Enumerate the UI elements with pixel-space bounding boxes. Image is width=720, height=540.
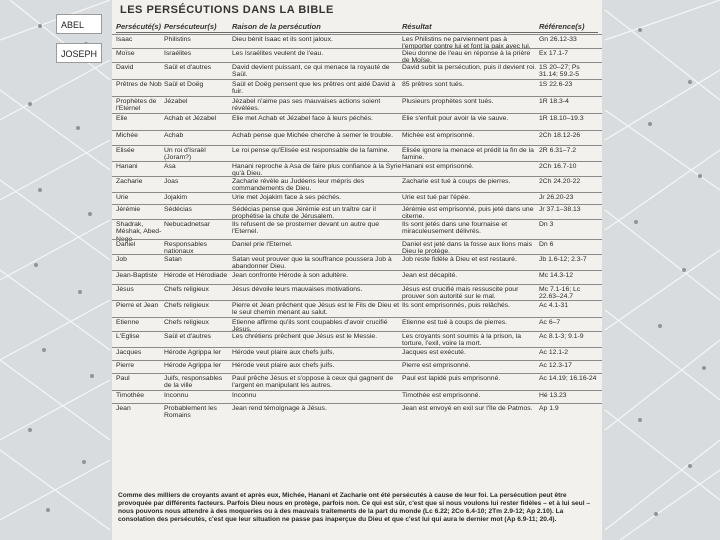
table-row — [112, 48, 602, 65]
cell-persecute: Jérémie — [116, 206, 141, 213]
cell-raison: Dieu bénit Isaac et ils sont jaloux. — [232, 36, 333, 43]
table-row — [112, 204, 602, 219]
table-row — [112, 347, 602, 360]
cell-reference: 1R 18.10–19.3 — [539, 115, 584, 122]
cell-persecuteur: Saül et d'autres — [164, 64, 212, 71]
cell-reference: Dn 3 — [539, 221, 554, 228]
cell-resultat: Elisée ignore la menace et prédit la fin de la famine. — [402, 147, 534, 162]
cell-resultat: 85 prêtres sont tués. — [402, 81, 464, 88]
cell-persecute: Jean — [116, 405, 131, 412]
cell-raison: Etienne affirme qu'ils sont coupables d'avoir crucifié Jésus. — [232, 319, 388, 334]
cell-resultat: Etienne est tué à coups de pierres. — [402, 319, 508, 326]
table-row — [112, 360, 602, 373]
cell-reference: 1R 18.3-4 — [539, 98, 569, 105]
cell-reference: Ac 14.19; 16.16-24 — [539, 375, 597, 382]
cell-reference: 2Ch 16.7-10 — [539, 163, 577, 170]
table-row — [112, 96, 602, 113]
table-row — [112, 373, 602, 390]
cell-persecuteur: Responsables nationaux — [164, 241, 208, 256]
cell-resultat: Paul est lapidé puis emprisonné. — [402, 375, 501, 382]
cell-reference: Gn 26.12-33 — [539, 36, 577, 43]
header-reference: Référence(s) — [539, 22, 585, 31]
cell-reference: Dn 6 — [539, 241, 554, 248]
cell-resultat: Zacharie est tué à coups de pierres. — [402, 178, 511, 185]
table-row — [112, 270, 602, 284]
cell-reference: 2R 6.31–7.2 — [539, 147, 577, 154]
cell-persecute: Timothée — [116, 392, 145, 399]
cell-persecute: Hanani — [116, 163, 138, 170]
cell-persecuteur: Asa — [164, 163, 176, 170]
table-row — [112, 145, 602, 161]
cell-persecuteur: Hérode et Hérodiade — [164, 272, 228, 279]
cell-resultat: Plusieurs prophètes sont tués. — [402, 98, 494, 105]
table-row — [112, 113, 602, 130]
cell-reference: 1S 20–27; Ps 31.14; 59.2-5 — [539, 64, 580, 79]
table-row — [112, 331, 602, 347]
cell-persecute: Paul — [116, 375, 130, 382]
cell-persecute: Daniel — [116, 241, 136, 248]
cell-raison: Jésus dévoile leurs mauvaises motivations. — [232, 286, 363, 293]
cell-resultat: Urie est tué par l'épée. — [402, 194, 471, 201]
table-row — [112, 300, 602, 317]
table-row — [112, 34, 602, 51]
scanned-document — [112, 0, 602, 540]
footnote-text: Comme des milliers de croyants avant et après eux, Michée, Hanani et Zacharie ont été persécutés à cause de leur foi. La persécution peut être provoquée par différents facteurs. Parfois Dieu nous en protège, parfois non. Ce qui est sûr, c'est que si nous voulons lui rester fidèles – et à lui seul – nous pouvons nous attendre à des moqueries ou à des mauvais traitements de la part du monde (Lc 6.22; 2Co 6.4-10; 2Tm 2.9-12; Ap 2.10). La consolation des persécutés, c'est que leur situation ne passe pas inaperçue du Dieu et que c'est lui qui aura le dernier mot (Ap 6.9-11; 20.4). — [118, 492, 591, 523]
cell-raison: Hanani reproche à Asa de faire plus confiance à la Syrie qu'à Dieu. — [232, 163, 402, 178]
cell-reference: Ap 1.9 — [539, 405, 559, 412]
cell-persecute: Zacharie — [116, 178, 143, 185]
cell-persecute: L'Eglise — [116, 333, 140, 340]
cell-reference: Jr 26.20-23 — [539, 194, 574, 201]
cell-persecute: Prêtres de Nob — [116, 81, 162, 88]
cell-raison: David devient puissant, ce qui menace la royauté de Saül. — [232, 64, 390, 79]
cell-raison: Jean rend témoignage à Jésus. — [232, 405, 327, 412]
cell-persecute: Michée — [116, 132, 138, 139]
cell-resultat: Job reste fidèle à Dieu et est restauré. — [402, 256, 517, 263]
cell-reference: Ac 12.1-2 — [539, 349, 569, 356]
cell-resultat: Daniel est jeté dans la fosse aux lions mais Dieu le protège. — [402, 241, 532, 256]
cell-resultat: Jean est décapité. — [402, 272, 458, 279]
header-persecute: Persécuté(s) — [116, 22, 162, 31]
cell-persecuteur: Joas — [164, 178, 179, 185]
cell-reference: Ac 12.3-17 — [539, 362, 572, 369]
cell-raison: Jean confronte Hérode à son adultère. — [232, 272, 349, 279]
cell-persecuteur: Achab et Jézabel — [164, 115, 217, 122]
cell-raison: Paul prêche Jésus et s'oppose à ceux qui gagnent de l'argent en manipulant les autres. — [232, 375, 394, 390]
cell-raison: Zacharie révèle au Judéens leur mépris des commandements de Dieu. — [232, 178, 365, 193]
cell-persecuteur: Chefs religieux — [164, 319, 209, 326]
header-raison: Raison de la persécution — [232, 22, 321, 31]
cell-reference: 2Ch 24.20-22 — [539, 178, 581, 185]
cell-resultat: Michée est emprisonné. — [402, 132, 475, 139]
persecution-table — [112, 34, 602, 418]
cell-persecute: Prophètes de l'Eternel — [116, 98, 157, 113]
cell-persecute: Pierre — [116, 362, 135, 369]
cell-resultat: Jacques est exécuté. — [402, 349, 466, 356]
cell-reference: Jb 1.6-12; 2.3-7 — [539, 256, 587, 263]
cell-resultat: Elie s'enfuit pour avoir la vie sauve. — [402, 115, 509, 122]
table-row — [112, 79, 602, 96]
cell-raison: Achab pense que Michée cherche à semer le trouble. — [232, 132, 393, 139]
cell-raison: Satan veut prouver que la souffrance poussera Job à abandonner Dieu. — [232, 256, 392, 271]
cell-persecuteur: Philistins — [164, 36, 191, 43]
cell-reference: Mc 14.3-12 — [539, 272, 574, 279]
cell-persecuteur: Sédécias — [164, 206, 192, 213]
cell-resultat: Jésus est crucifié mais ressuscite pour prouver son autorité sur le mal. — [402, 286, 519, 301]
cell-reference: Ac 4.1-31 — [539, 302, 569, 309]
cell-resultat: Les Philistins ne parviennent pas à l'emporter contre lui et font la paix avec lui. — [402, 36, 531, 51]
slide-label-abel: ABEL — [56, 14, 102, 34]
cell-resultat: Jérémie est emprisonné, puis jeté dans une citerne. — [402, 206, 534, 221]
cell-reference: Mc 7.1-16; Lc 22.63–24.7 — [539, 286, 581, 301]
cell-raison: Hérode veut plaire aux chefs juifs. — [232, 362, 335, 369]
cell-persecuteur: Probablement les Romains — [164, 405, 217, 420]
cell-persecuteur: Jézabel — [164, 98, 188, 105]
cell-resultat: Timothée est emprisonné. — [402, 392, 481, 399]
table-row — [112, 130, 602, 145]
cell-persecuteur: Saül et Doëg — [164, 81, 204, 88]
cell-raison: Le roi pense qu'Elisée est responsable de la famine. — [232, 147, 390, 154]
cell-persecute: Elie — [116, 115, 128, 122]
cell-persecuteur: Achab — [164, 132, 184, 139]
table-row — [112, 390, 602, 403]
table-row — [112, 254, 602, 270]
cell-persecuteur: Jojakim — [164, 194, 188, 201]
cell-reference: Ac 6–7 — [539, 319, 561, 326]
table-row — [112, 62, 602, 79]
cell-persecute: Isaac — [116, 36, 133, 43]
cell-resultat: Les croyants sont soumis à la prison, la torture, l'exil, voire la mort. — [402, 333, 522, 348]
table-row — [112, 176, 602, 192]
cell-persecute: Urie — [116, 194, 129, 201]
cell-persecuteur: Israélites — [164, 50, 192, 57]
cell-resultat: Hanani est emprisonné. — [402, 163, 474, 170]
cell-reference: Hé 13.23 — [539, 392, 567, 399]
cell-reference: 1S 22.6-23 — [539, 81, 573, 88]
cell-persecuteur: Hérode Agrippa Ier — [164, 349, 222, 356]
cell-persecute: Moïse — [116, 50, 135, 57]
cell-resultat: Jean est envoyé en exil sur l'île de Patmos. — [402, 405, 533, 412]
cell-raison: Daniel prie l'Eternel. — [232, 241, 293, 248]
cell-raison: Pierre et Jean prêchent que Jésus est le Fils de Dieu et le seul chemin menant au salut. — [232, 302, 399, 317]
document-title: LES PERSÉCUTIONS DANS LA BIBLE — [120, 4, 334, 16]
table-row — [112, 284, 602, 300]
table-row — [112, 192, 602, 204]
table-row — [112, 161, 602, 176]
cell-persecuteur: Hérode Agrippa Ier — [164, 362, 222, 369]
cell-reference: Ac 8.1-3; 9.1-9 — [539, 333, 584, 340]
cell-raison: Sédécias pense que Jérémie est un traître car il prophétise la chute de Jérusalem. — [232, 206, 376, 221]
table-row — [112, 239, 602, 254]
cell-persecuteur: Chefs religieux — [164, 286, 209, 293]
cell-raison: Ils refusent de se prosterner devant un autre que l'Eternel. — [232, 221, 379, 236]
cell-raison: Inconnu — [232, 392, 257, 399]
cell-persecuteur: Satan — [164, 256, 182, 263]
cell-reference: Jr 37.1–38.13 — [539, 206, 581, 213]
table-row — [112, 219, 602, 243]
cell-persecute: Jésus — [116, 286, 134, 293]
cell-persecute: Jean-Baptiste — [116, 272, 158, 279]
cell-resultat: David subit la persécution, puis il devient roi. — [402, 64, 537, 71]
cell-raison: Urie met Jojakim face à ses péchés. — [232, 194, 342, 201]
cell-reference: 2Ch 18.12-26 — [539, 132, 581, 139]
header-resultat: Résultat — [402, 22, 432, 31]
cell-persecuteur: Saül et d'autres — [164, 333, 212, 340]
cell-persecuteur: Inconnu — [164, 392, 189, 399]
cell-persecute: Pierre et Jean — [116, 302, 159, 309]
cell-persecuteur: Juifs, responsables de la ville — [164, 375, 223, 390]
cell-raison: Saül et Doëg pensent que les prêtres ont aidé David à fuir. — [232, 81, 396, 96]
cell-persecute: Jacques — [116, 349, 142, 356]
cell-reference: Ex 17.1-7 — [539, 50, 569, 57]
table-row — [112, 317, 602, 334]
cell-persecuteur: Chefs religieux — [164, 302, 209, 309]
cell-raison: Les Israélites veulent de l'eau. — [232, 50, 324, 57]
cell-persecute: Shadrak, Méshak, Abed-Nego — [116, 221, 162, 243]
cell-resultat: Ils sont emprisonnés, puis relâchés. — [402, 302, 511, 309]
cell-resultat: Pierre est emprisonné. — [402, 362, 471, 369]
cell-raison: Elie met Achab et Jézabel face à leurs péchés. — [232, 115, 373, 122]
cell-raison: Les chrétiens prêchent que Jésus est le Messie. — [232, 333, 378, 340]
cell-resultat: Ils sont jetés dans une fournaise et miraculeusement délivrés. — [402, 221, 508, 236]
cell-persecuteur: Un roi d'Israël (Joram?) — [164, 147, 206, 162]
table-row — [112, 403, 602, 418]
cell-persecute: Job — [116, 256, 127, 263]
cell-persecute: David — [116, 64, 134, 71]
cell-persecuteur: Nebucadnetsar — [164, 221, 211, 228]
header-persecuteur: Persécuteur(s) — [164, 22, 217, 31]
cell-persecute: Etienne — [116, 319, 140, 326]
cell-raison: Hérode veut plaire aux chefs juifs. — [232, 349, 335, 356]
cell-resultat: Dieu donne de l'eau en réponse à la prière de Moïse. — [402, 50, 531, 65]
header-rule — [116, 32, 598, 33]
cell-persecute: Elisée — [116, 147, 135, 154]
slide-label-joseph: JOSEPH — [56, 43, 102, 63]
cell-raison: Jézabel n'aime pas ses mauvaises actions soient révélées. — [232, 98, 381, 113]
